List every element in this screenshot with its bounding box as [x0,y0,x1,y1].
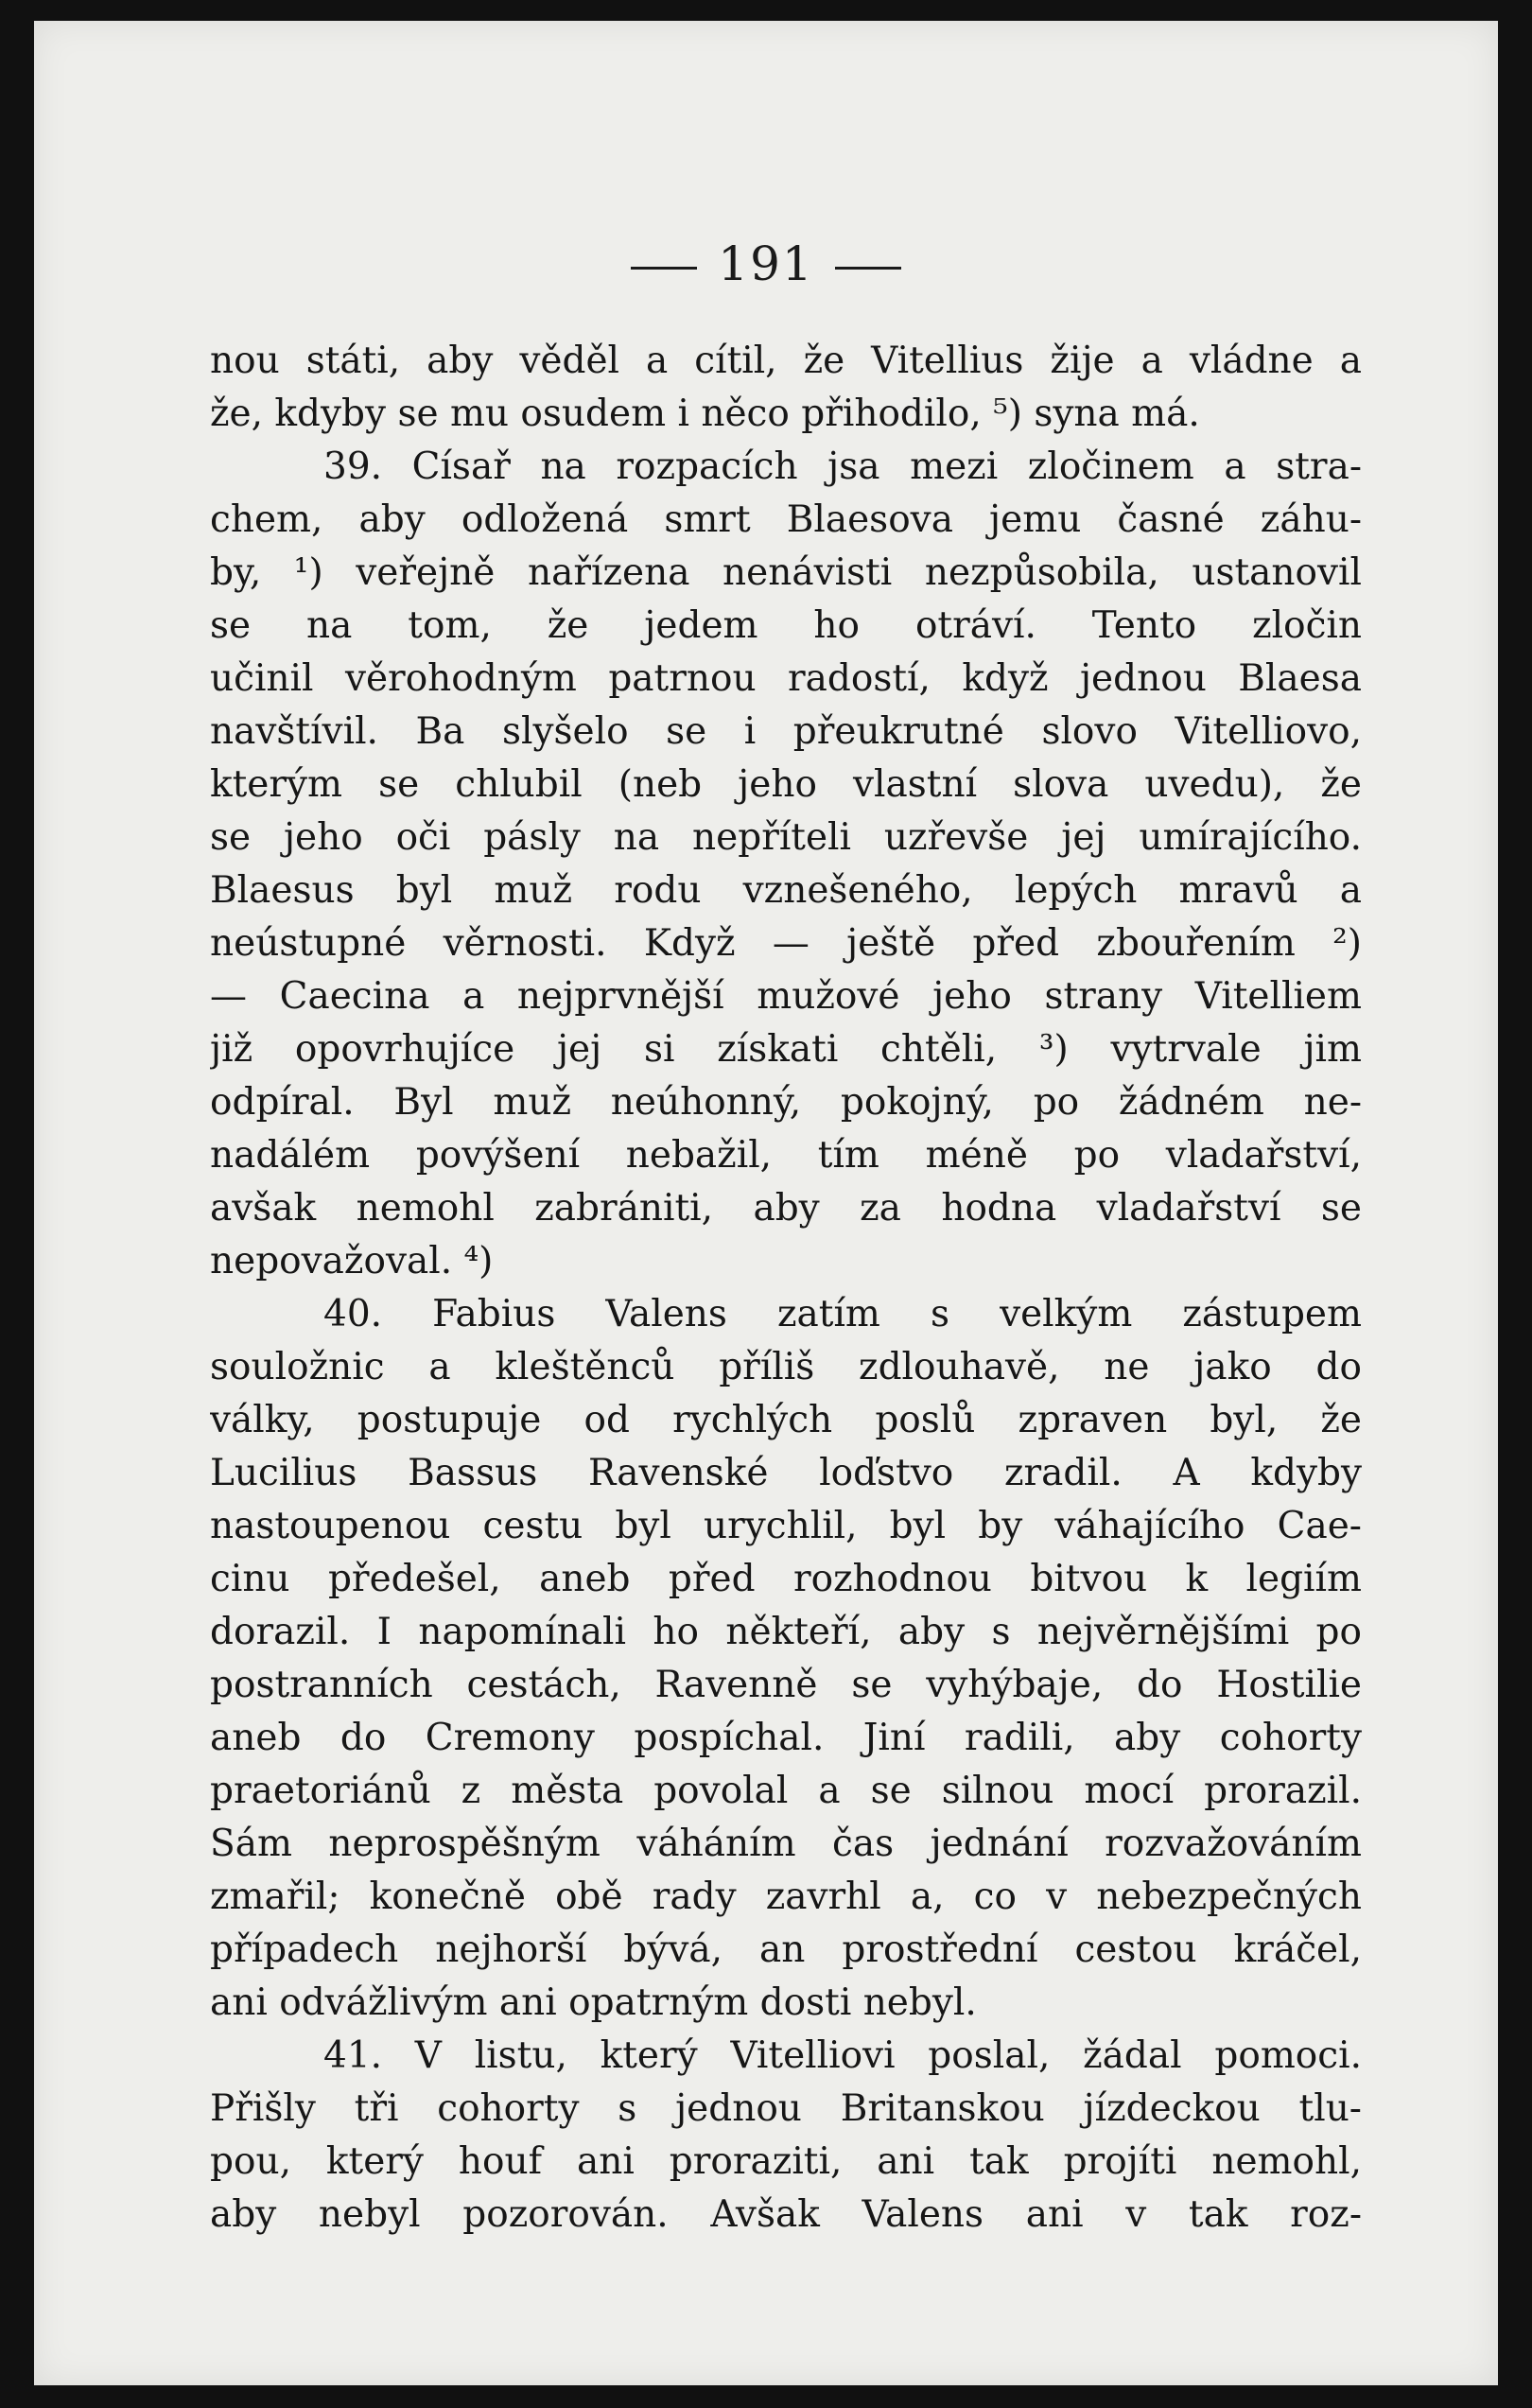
text-line: zmařil; konečně obě rady zavrhl a, co v nebezpečných [210,1876,1362,1918]
paragraph-41-start: 41. V listu, který Vitelliovi poslal, žádal pomoci. [323,2034,1362,2077]
paragraph-40-start: 40. Fabius Valens zatím s velkým zástupem [323,1293,1362,1335]
text-line: Lucilius Bassus Ravenské loďstvo zradil. A kdyby [210,1452,1362,1494]
text-line: Sám neprospěšným váháním čas jednání rozvažováním [210,1823,1362,1865]
book-page [34,21,1498,2385]
text-line: avšak nemohl zabrániti, aby za hodna vladařství se [210,1187,1362,1230]
text-line: nepovažoval. ⁴) [210,1240,494,1283]
text-line: Přišly tři cohorty s jednou Britanskou jízdeckou tlu- [210,2087,1362,2130]
text-line: — Caecina a nejprvnější mužové jeho strany Vitelliem [210,975,1362,1018]
text-line: odpíral. Byl muž neúhonný, pokojný, po žádném ne- [210,1081,1362,1124]
text-line: postranních cestách, Ravenně se vyhýbaje, do Hostilie [210,1664,1362,1706]
text-line: by, ¹) veřejně nařízena nenávisti nezpůsobila, ustanovil [210,551,1362,594]
text-line: neústupné věrnosti. Když — ještě před zbouřením ²) [210,922,1362,965]
text-line: aneb do Cremony pospíchal. Jiní radili, aby cohorty [210,1717,1362,1759]
text-line: že, kdyby se mu osudem i něco přihodilo, ⁵) syna má. [210,393,1200,435]
header-dash-right [835,267,901,270]
page-number: 191 [718,236,814,291]
text-line: pou, který houf ani proraziti, ani tak projíti nemohl, [210,2140,1362,2183]
text-line: Blaesus byl muž rodu vznešeného, lepých mravů a [210,869,1362,912]
text-line: nadálém povýšení nebažil, tím méně po vladařství, [210,1134,1362,1177]
text-line: války, postupuje od rychlých poslů zpraven byl, že [210,1399,1362,1441]
text-line: se jeho oči pásly na nepříteli uzřevše jej umírajícího. [210,816,1362,859]
header-dash-left [631,267,697,270]
text-line: kterým se chlubil (neb jeho vlastní slova uvedu), že [210,763,1362,806]
text-line: nou státi, aby věděl a cítil, že Vitellius žije a vládne a [210,340,1362,382]
text-line: učinil věrohodným patrnou radostí, když jednou Blaesa [210,657,1362,700]
text-line: chem, aby odložená smrt Blaesova jemu časné záhu- [210,498,1362,541]
text-line: dorazil. I napomínali ho někteří, aby s nejvěrnějšími po [210,1611,1362,1653]
text-line: nastoupenou cestu byl urychlil, byl by váhajícího Cae- [210,1505,1362,1547]
text-line: praetoriánů z města povolal a se silnou mocí prorazil. [210,1770,1362,1812]
text-line: cinu předešel, aneb před rozhodnou bitvou k legiím [210,1558,1362,1600]
text-line: souložnic a kleštěnců příliš zdlouhavě, ne jako do [210,1346,1362,1388]
text-line: aby nebyl pozorován. Avšak Valens ani v tak roz- [210,2193,1362,2236]
text-line: navštívil. Ba slyšelo se i přeukrutné slovo Vitelliovo, [210,710,1362,753]
text-line: se na tom, že jedem ho otráví. Tento zločin [210,604,1362,647]
page-header [34,236,1498,291]
text-line: již opovrhujíce jej si získati chtěli, ³) vytrvale jim [210,1028,1362,1071]
text-line: případech nejhorší bývá, an prostřední cestou kráčel, [210,1928,1362,1971]
text-line: ani odvážlivým ani opatrným dosti nebyl. [210,1981,977,2024]
page-body-text [210,335,1362,2242]
paragraph-39-start: 39. Císař na rozpacích jsa mezi zločinem a stra- [323,445,1362,488]
